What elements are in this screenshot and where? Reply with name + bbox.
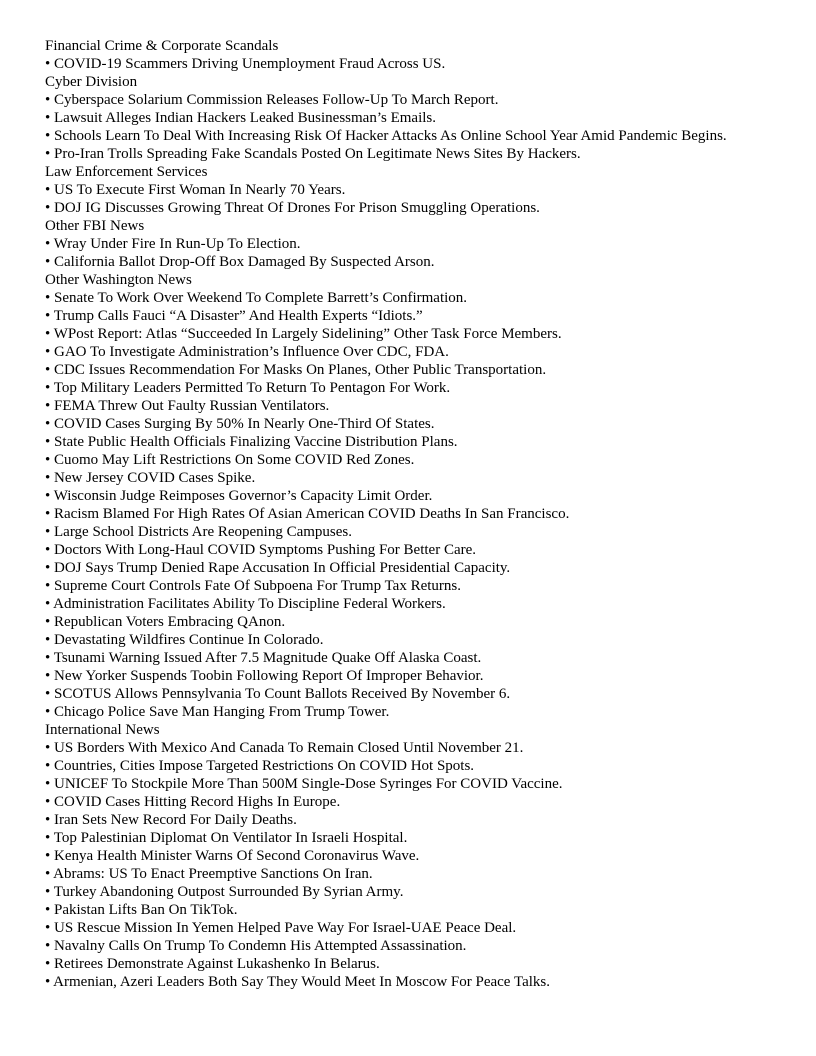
headline-item: • Iran Sets New Record For Daily Deaths. [45, 812, 297, 828]
headline-item: • Schools Learn To Deal With Increasing Risk Of Hacker Attacks As Online School Year Amid Pandemic Begins. [45, 128, 727, 144]
headline-item: • COVID-19 Scammers Driving Unemployment Fraud Across US. [45, 56, 446, 72]
headline-item: • New Jersey COVID Cases Spike. [45, 470, 256, 486]
headline-item: • Chicago Police Save Man Hanging From Trump Tower. [45, 704, 390, 720]
section-heading: Financial Crime & Corporate Scandals [45, 38, 279, 54]
section-law-enforcement-services [45, 163, 785, 217]
headline-item: • Abrams: US To Enact Preemptive Sanctions On Iran. [45, 866, 373, 882]
headline-item: • State Public Health Officials Finalizing Vaccine Distribution Plans. [45, 434, 458, 450]
headline-item: • Senate To Work Over Weekend To Complete Barrett’s Confirmation. [45, 290, 468, 306]
section-heading: Cyber Division [45, 74, 138, 90]
section-heading: Other Washington News [45, 272, 192, 288]
section-heading: Other FBI News [45, 218, 145, 234]
headline-item: • Administration Facilitates Ability To Discipline Federal Workers. [45, 596, 446, 612]
headline-item: • US Borders With Mexico And Canada To Remain Closed Until November 21. [45, 740, 524, 756]
headline-item: • DOJ Says Trump Denied Rape Accusation In Official Presidential Capacity. [45, 560, 511, 576]
headline-item: • UNICEF To Stockpile More Than 500M Single-Dose Syringes For COVID Vaccine. [45, 776, 563, 792]
headline-item: • Cyberspace Solarium Commission Releases Follow-Up To March Report. [45, 92, 499, 108]
headline-item: • Trump Calls Fauci “A Disaster” And Health Experts “Idiots.” [45, 308, 423, 324]
headline-item: • US To Execute First Woman In Nearly 70 Years. [45, 182, 346, 198]
headline-item: • Top Military Leaders Permitted To Return To Pentagon For Work. [45, 380, 451, 396]
headline-item: • Navalny Calls On Trump To Condemn His Attempted Assassination. [45, 938, 467, 954]
headline-item: • DOJ IG Discusses Growing Threat Of Drones For Prison Smuggling Operations. [45, 200, 540, 216]
headline-item: • Retirees Demonstrate Against Lukashenko In Belarus. [45, 956, 380, 972]
section-cyber-division [45, 73, 785, 163]
headline-item: • Tsunami Warning Issued After 7.5 Magnitude Quake Off Alaska Coast. [45, 650, 482, 666]
headline-item: • Lawsuit Alleges Indian Hackers Leaked Businessman’s Emails. [45, 110, 436, 126]
section-international-news [45, 721, 785, 991]
headline-item: • COVID Cases Surging By 50% In Nearly One-Third Of States. [45, 416, 435, 432]
headline-item: • Devastating Wildfires Continue In Colorado. [45, 632, 324, 648]
headline-item: • Top Palestinian Diplomat On Ventilator In Israeli Hospital. [45, 830, 408, 846]
headline-item: • Large School Districts Are Reopening Campuses. [45, 524, 353, 540]
headline-item: • WPost Report: Atlas “Succeeded In Largely Sidelining” Other Task Force Members. [45, 326, 562, 342]
headline-item: • Turkey Abandoning Outpost Surrounded By Syrian Army. [45, 884, 404, 900]
headline-item: • Countries, Cities Impose Targeted Restrictions On COVID Hot Spots. [45, 758, 475, 774]
section-other-washington-news [45, 271, 785, 721]
section-heading: Law Enforcement Services [45, 164, 208, 180]
headline-item: • Racism Blamed For High Rates Of Asian American COVID Deaths In San Francisco. [45, 506, 570, 522]
headline-item: • Doctors With Long-Haul COVID Symptoms Pushing For Better Care. [45, 542, 477, 558]
news-digest-page [45, 37, 785, 991]
headline-item: • Armenian, Azeri Leaders Both Say They Would Meet In Moscow For Peace Talks. [45, 974, 550, 990]
headline-item: • Republican Voters Embracing QAnon. [45, 614, 286, 630]
headline-item: • Wisconsin Judge Reimposes Governor’s Capacity Limit Order. [45, 488, 433, 504]
headline-item: • Kenya Health Minister Warns Of Second Coronavirus Wave. [45, 848, 420, 864]
headline-item: • Pro-Iran Trolls Spreading Fake Scandals Posted On Legitimate News Sites By Hackers. [45, 146, 581, 162]
section-other-fbi-news [45, 217, 785, 271]
headline-item: • Pakistan Lifts Ban On TikTok. [45, 902, 238, 918]
headline-item: • California Ballot Drop-Off Box Damaged By Suspected Arson. [45, 254, 435, 270]
headline-item: • FEMA Threw Out Faulty Russian Ventilators. [45, 398, 330, 414]
headline-item: • Cuomo May Lift Restrictions On Some COVID Red Zones. [45, 452, 415, 468]
headline-item: • Supreme Court Controls Fate Of Subpoena For Trump Tax Returns. [45, 578, 462, 594]
headline-item: • New Yorker Suspends Toobin Following Report Of Improper Behavior. [45, 668, 484, 684]
headline-item: • Wray Under Fire In Run-Up To Election. [45, 236, 301, 252]
headline-item: • US Rescue Mission In Yemen Helped Pave Way For Israel-UAE Peace Deal. [45, 920, 517, 936]
headline-item: • COVID Cases Hitting Record Highs In Europe. [45, 794, 341, 810]
headline-item: • GAO To Investigate Administration’s Influence Over CDC, FDA. [45, 344, 449, 360]
headline-item: • CDC Issues Recommendation For Masks On Planes, Other Public Transportation. [45, 362, 547, 378]
headline-item: • SCOTUS Allows Pennsylvania To Count Ballots Received By November 6. [45, 686, 511, 702]
section-financial-crime [45, 37, 785, 73]
section-heading: International News [45, 722, 160, 738]
